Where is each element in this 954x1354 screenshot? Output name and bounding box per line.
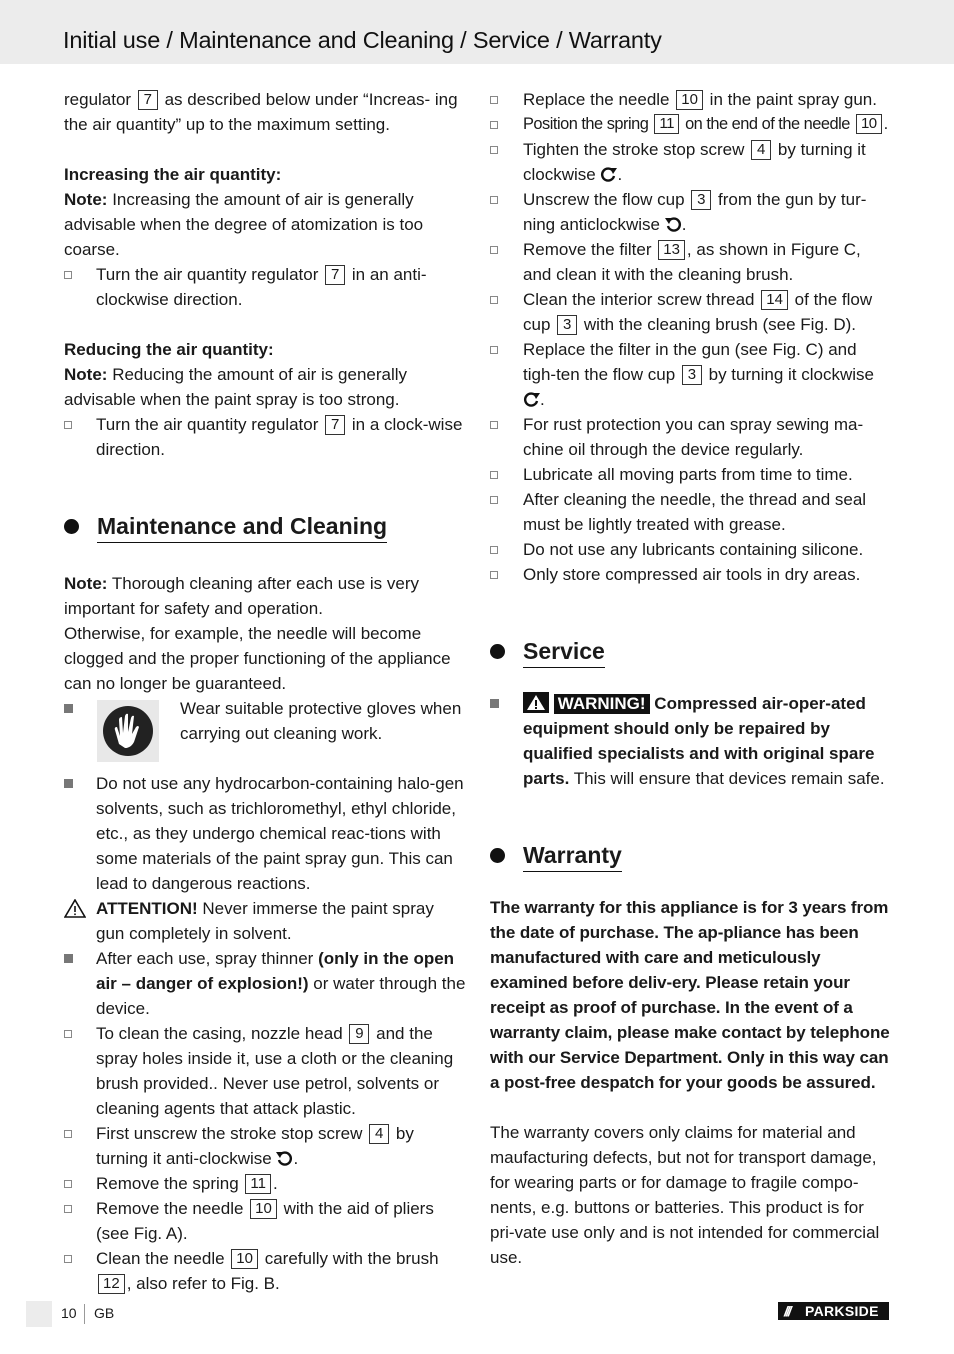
list-item: Position the spring 11 on the end of the needle 10 . — [490, 112, 892, 137]
warning-triangle-icon — [523, 692, 549, 713]
checkbox-marker-icon — [490, 471, 498, 479]
footer-tab — [26, 1301, 52, 1327]
list-item: Clean the interior screw thread 14 of the flow cup 3 with the cleaning brush (see Fig. D). — [490, 287, 892, 337]
increase-note: Note: Increasing the amount of air is generally advisable when the degree of atomization is too coarse. — [64, 190, 424, 259]
warning-item: WARNING! Compressed air-oper-ated equipment should only be repaired by qualified specialists and with original spare parts. This will ensure that devices remain safe. — [490, 691, 892, 791]
list-item: Lubricate all moving parts from time to time. — [490, 462, 892, 487]
list-item: Only store compressed air tools in dry areas. — [490, 562, 892, 587]
checkbox-marker-icon — [64, 1255, 72, 1263]
language-code: GB — [94, 1305, 115, 1321]
page-header — [0, 0, 954, 64]
warranty-heading: Warranty — [490, 840, 892, 872]
list-item: Do not use any hydrocarbon-containing halo-gen solvents, such as trichloromethyl, ethyl chloride, etc., as they undergo chemical reac-tions with some materials of the paint spray gun. This can lead to dangerous reactions. — [64, 771, 466, 896]
reduce-note: Note: Reducing the amount of air is generally advisable when the paint spray is too strong. — [64, 365, 408, 409]
maintenance-note: Note: Thorough cleaning after each use is very important for safety and operation. — [64, 574, 419, 618]
list-item: Remove the needle 10 with the aid of pliers (see Fig. A). — [64, 1196, 466, 1246]
list-item: For rust protection you can spray sewing ma-chine oil through the device regularly. — [490, 412, 892, 462]
square-bullet-icon — [64, 704, 73, 713]
intro-paragraph: regulator 7 as described below under “Increas- ing the air quantity” up to the maximum setting. — [64, 90, 458, 134]
warning-triangle-icon — [64, 899, 86, 918]
bullet-icon — [490, 848, 505, 863]
checkbox-marker-icon — [64, 1130, 72, 1138]
square-bullet-icon — [64, 954, 73, 963]
warranty-terms: The warranty for this appliance is for 3 years from the date of purchase. The ap-pliance has been manufactured with care and meticulously examined before deliv-ery. Please retain your receipt as proof of purchase. In the event of a warranty claim, please make contact by telephone with our Service Department. Only in this way can a post-free despatch for your goods be assured. — [490, 898, 890, 1092]
checkbox-marker-icon — [490, 296, 498, 304]
page-number: 10 — [61, 1305, 77, 1321]
checkbox-marker-icon — [490, 146, 498, 154]
list-item: Unscrew the flow cup 3 from the gun by tur-ning anticlockwise . — [490, 187, 892, 237]
list-item: Clean the needle 10 carefully with the brush 12 , also refer to Fig. B. — [64, 1246, 466, 1296]
reduce-heading: Reducing the air quantity: — [64, 340, 274, 359]
checkbox-marker-icon — [490, 96, 498, 104]
checkbox-marker-icon — [490, 571, 498, 579]
checkbox-marker-icon — [64, 1180, 72, 1188]
list-item: Wear suitable protective gloves when carrying out cleaning work. — [64, 696, 466, 771]
right-column — [490, 87, 892, 1270]
footer-divider — [84, 1304, 85, 1324]
bullet-icon — [64, 519, 79, 534]
checkbox-marker-icon — [64, 271, 72, 279]
maintenance-paragraph: Otherwise, for example, the needle will become clogged and the proper functioning of the appliance can no longer be guaranteed. — [64, 624, 451, 693]
checkbox-marker-icon — [64, 1030, 72, 1038]
list-item: Remove the spring 11 . — [64, 1171, 466, 1196]
square-bullet-icon — [64, 779, 73, 788]
list-item: Replace the filter in the gun (see Fig. C) and tigh-ten the flow cup 3 by turning it clockwise . — [490, 337, 892, 412]
list-item: After cleaning the needle, the thread and seal must be lightly treated with grease. — [490, 487, 892, 537]
list-item: After each use, spray thinner (only in the open air – danger of explosion!) or water through the device. — [64, 946, 466, 1021]
checkbox-marker-icon — [490, 246, 498, 254]
rotate-clockwise-icon — [523, 391, 540, 407]
list-item: First unscrew the stroke stop screw 4 by turning it anti-clockwise . — [64, 1121, 466, 1171]
rotate-anticlockwise-icon — [665, 216, 682, 232]
gloves-icon — [97, 700, 159, 762]
checkbox-marker-icon — [64, 421, 72, 429]
warranty-coverage: The warranty covers only claims for material and maufacturing defects, but not for transport damage, for wearing parts or for damage to fragile compo-nents, e.g. buttons or batteries. This product is for pri-vate use only and is not intended for commercial use. — [490, 1123, 880, 1267]
list-item: Tighten the stroke stop screw 4 by turning it clockwise . — [490, 137, 892, 187]
checkbox-marker-icon — [490, 196, 498, 204]
checkbox-marker-icon — [490, 121, 498, 129]
list-item: To clean the casing, nozzle head 9 and the spray holes inside it, use a cloth or the cleaning brush provided.. Never use petrol, solvents or cleaning agents that attack plastic. — [64, 1021, 466, 1121]
increase-heading: Increasing the air quantity: — [64, 165, 282, 184]
bullet-icon — [490, 644, 505, 659]
parkside-logo: /// PARKSIDE — [778, 1302, 889, 1320]
left-column — [64, 87, 466, 1296]
page-title: Initial use / Maintenance and Cleaning / Service / Warranty — [63, 27, 662, 53]
rotate-anticlockwise-icon — [276, 1150, 293, 1166]
checkbox-marker-icon — [490, 496, 498, 504]
service-heading: Service — [490, 636, 892, 668]
warning-label: WARNING! — [554, 694, 650, 714]
attention-item: ATTENTION! Never immerse the paint spray gun completely in solvent. — [64, 896, 466, 946]
checkbox-marker-icon — [490, 346, 498, 354]
list-item: Turn the air quantity regulator 7 in an anti-clockwise direction. — [64, 262, 466, 312]
list-item: Turn the air quantity regulator 7 in a clock-wise direction. — [64, 412, 466, 462]
rotate-clockwise-icon — [600, 166, 617, 182]
list-item: Replace the needle 10 in the paint spray gun. — [490, 87, 892, 112]
checkbox-marker-icon — [490, 421, 498, 429]
list-item: Do not use any lubricants containing silicone. — [490, 537, 892, 562]
maintenance-heading: Maintenance and Cleaning — [64, 511, 466, 543]
list-item: Remove the filter 13 , as shown in Figure C, and clean it with the cleaning brush. — [490, 237, 892, 287]
checkbox-marker-icon — [64, 1205, 72, 1213]
square-bullet-icon — [490, 699, 499, 708]
ref-number: 7 — [138, 90, 158, 110]
checkbox-marker-icon — [490, 546, 498, 554]
